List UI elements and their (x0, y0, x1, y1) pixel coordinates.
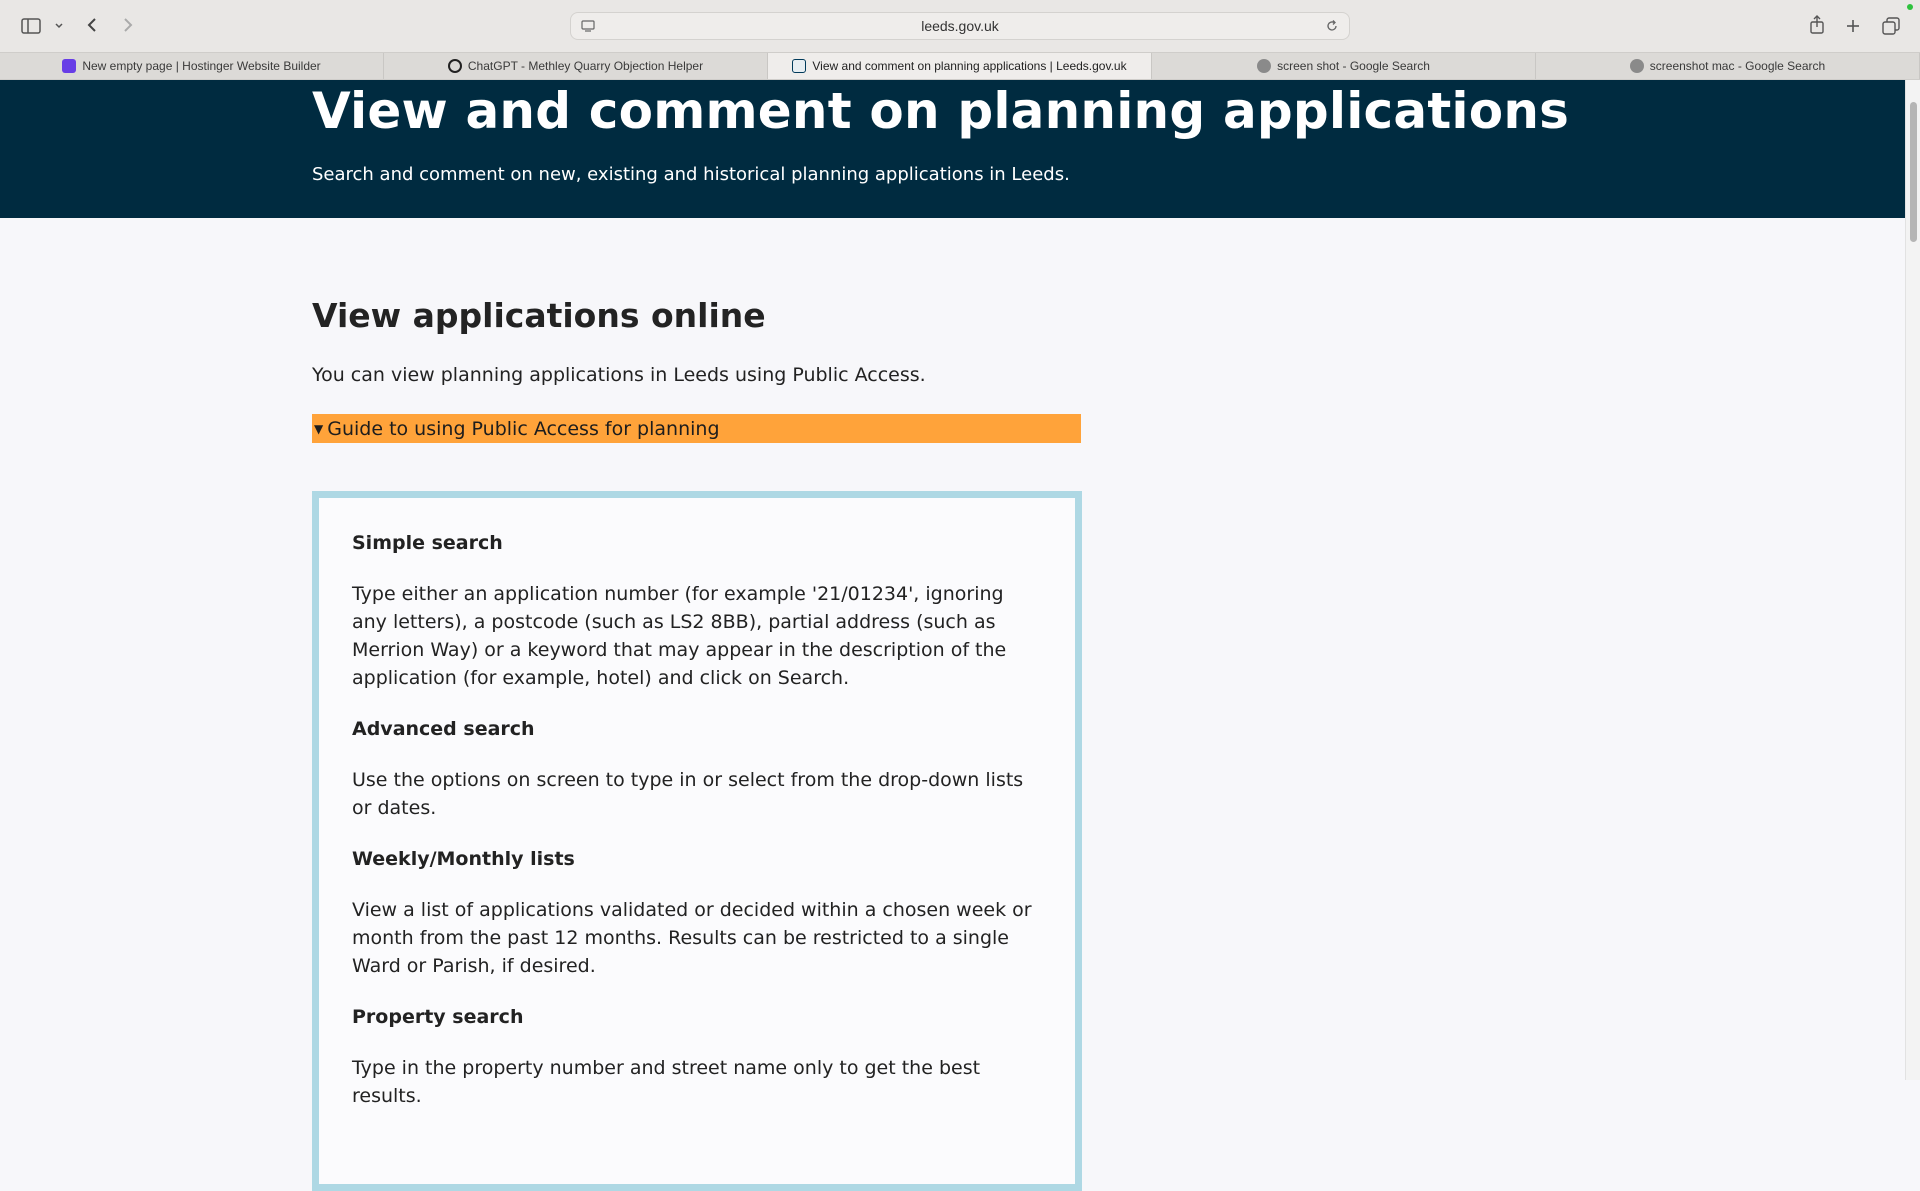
tab-google-screenshot-mac[interactable] (1536, 53, 1920, 79)
leeds-icon (792, 59, 806, 73)
section-heading: View applications online (312, 296, 766, 335)
google-icon (1630, 59, 1644, 73)
guide-heading-property-search: Property search (352, 1006, 524, 1028)
tab-hostinger[interactable] (0, 53, 384, 79)
guide-heading-advanced-search: Advanced search (352, 718, 535, 740)
tab-chatgpt[interactable] (384, 53, 768, 79)
reload-icon[interactable] (1325, 19, 1339, 36)
scrollbar-thumb[interactable] (1910, 102, 1917, 242)
tab-label: screen shot - Google Search (1277, 59, 1430, 73)
tab-google-screenshot[interactable] (1152, 53, 1536, 79)
tab-label: New empty page | Hostinger Website Builder (82, 59, 321, 73)
google-icon (1257, 59, 1271, 73)
tab-overview-icon[interactable] (1880, 15, 1902, 37)
page-title: View and comment on planning applications (312, 82, 1570, 140)
forward-icon[interactable] (118, 14, 138, 36)
sidebar-toggle-icon[interactable] (20, 15, 42, 37)
tab-label: screenshot mac - Google Search (1649, 59, 1826, 73)
page-scrollbar[interactable] (1905, 80, 1920, 1080)
guide-text-advanced-search: Use the options on screen to type in or select from the drop-down lists or dates. (352, 769, 1024, 819)
caret-down-icon: ▼ (314, 421, 324, 436)
guide-accordion-toggle[interactable] (312, 414, 1081, 443)
back-icon[interactable] (82, 14, 102, 36)
tab-label: View and comment on planning applications | Leeds.gov.uk (812, 59, 1127, 73)
guide-text-simple-search: Type either an application number (for example '21/01234', ignoring any letters), a postcode (such as LS2 8BB), partial address (such as Merrion Way) or a keyword that may appear in the description of the application (for example, hotel) and click on Search. (352, 583, 1007, 689)
guide-heading-weekly-monthly: Weekly/Monthly lists (352, 848, 575, 870)
share-icon[interactable] (1806, 13, 1828, 37)
guide-heading-simple-search: Simple search (352, 532, 503, 554)
guide-text-property-search: Type in the property number and street name only to get the best results. (352, 1057, 981, 1107)
tab-leeds-planning[interactable] (768, 53, 1152, 79)
tab-strip (0, 52, 1920, 80)
new-tab-icon[interactable] (1842, 15, 1864, 37)
hostinger-icon (62, 59, 76, 73)
tab-label: ChatGPT - Methley Quarry Objection Helper (467, 59, 704, 73)
page-hero (0, 80, 1905, 218)
guide-text-weekly-monthly: View a list of applications validated or decided within a chosen week or month from the past 12 months. Results can be restricted to a single Ward or Parish, if desired. (352, 899, 1032, 977)
guide-panel (312, 491, 1082, 1191)
accordion-label: Guide to using Public Access for planning (327, 417, 720, 440)
site-settings-icon[interactable] (581, 19, 595, 36)
url-text: leeds.gov.uk (921, 18, 999, 34)
status-dot-icon (1907, 4, 1913, 10)
browser-toolbar (0, 0, 1920, 52)
chevron-down-icon[interactable] (52, 18, 66, 34)
address-bar[interactable] (570, 12, 1350, 40)
web-page (0, 80, 1905, 1107)
intro-text: You can view planning applications in Leeds using Public Access. (312, 364, 926, 386)
chatgpt-icon (448, 59, 462, 73)
page-subtitle: Search and comment on new, existing and historical planning applications in Leeds. (312, 164, 1070, 185)
